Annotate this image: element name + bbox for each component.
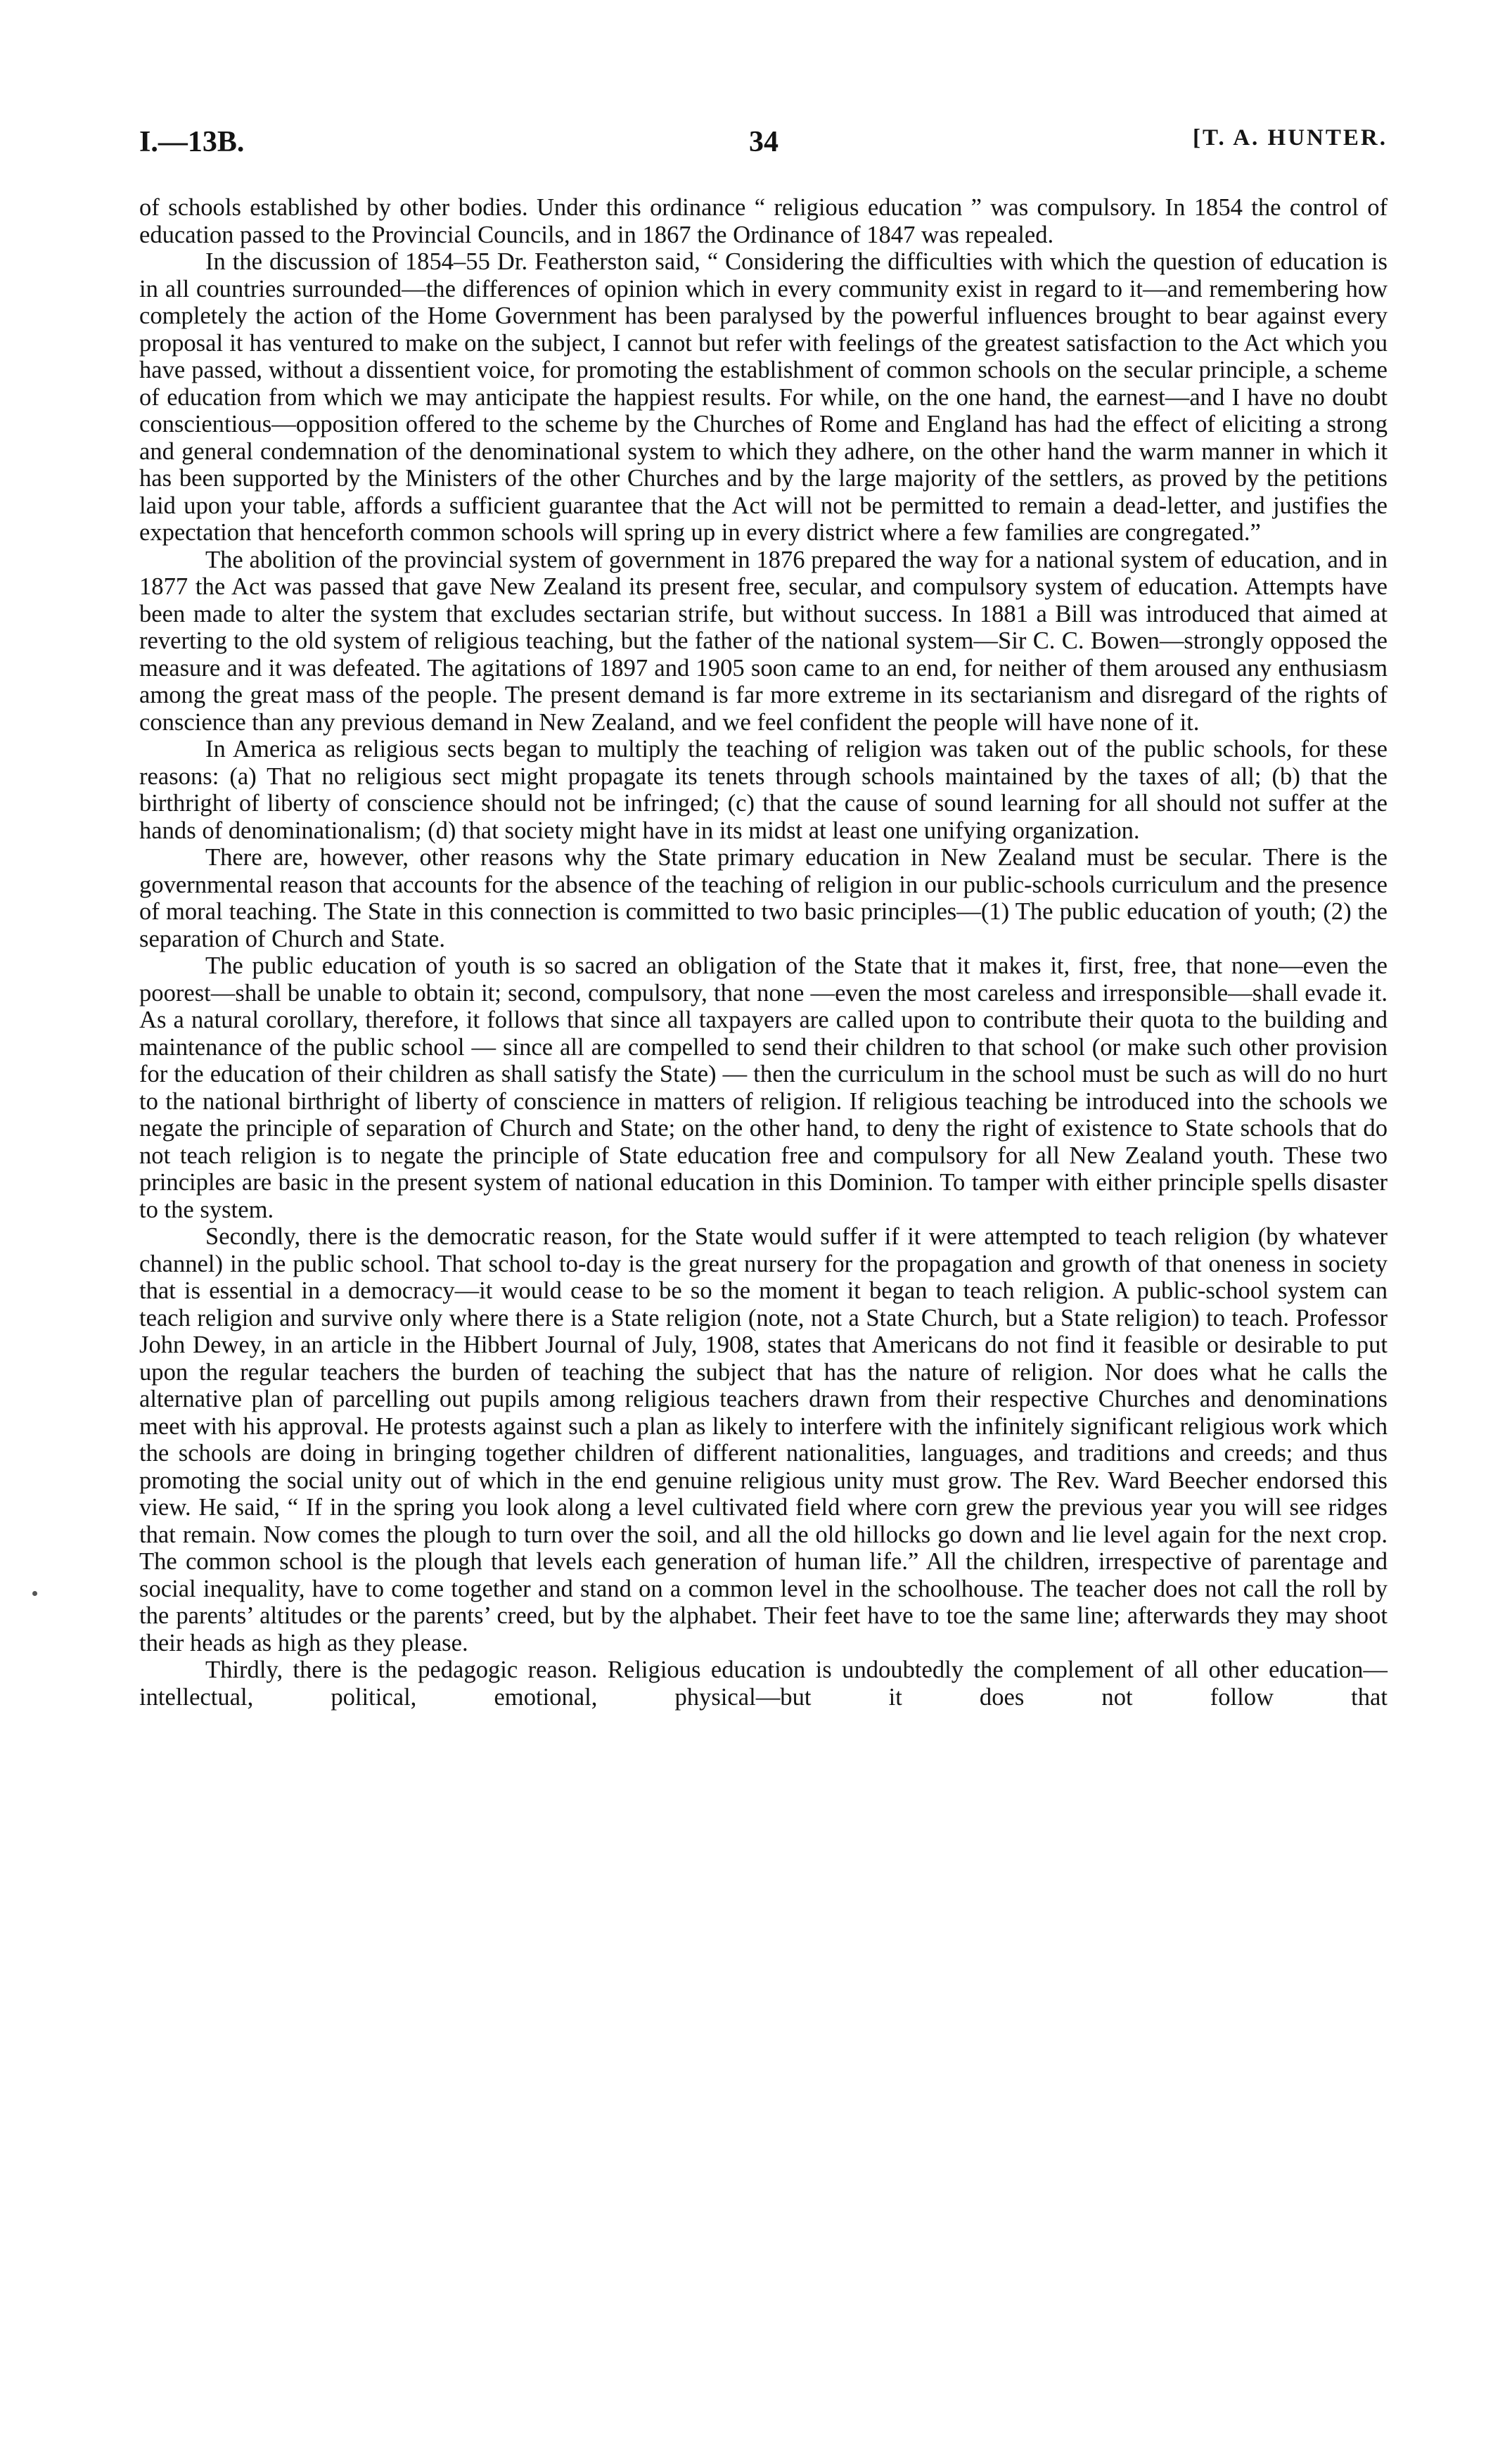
paragraph: of schools established by other bodies. Under this ordinance “ religious education ” was compulsory. In 1854 the control of education passed to the Provincial Councils, and in 1867 the Ordinance of 1847 was repealed. — [139, 194, 1388, 248]
margin-mark — [32, 1591, 37, 1596]
paragraph: In America as religious sects began to multiply the teaching of religion was taken out of the public schools, for these reasons: (a) That no religious sect might propagate its tenets through schools maintained by the taxes of all; (b) that the birthright of liberty of conscience should not be infringed; (c) that the cause of sound learning for all should not suffer at the hands of denominationalism; (d) that society might have in its midst at least one unifying organization. — [139, 736, 1388, 844]
paragraph: The public education of youth is so sacred an obligation of the State that it makes it, first, free, that none—even the poorest—shall be unable to obtain it; second, compulsory, that none —even the most careless and irresponsible—shall evade it. As a natural corollary, therefore, it follows that since all taxpayers are called upon to contribute their quota to the building and maintenance of the public school — since all are compelled to send their children to that school (or make such other provision for the education of their children as shall satisfy the State) — then the curriculum in the school must be such as will do no hurt to the national birthright of liberty of conscience in matters of religion. If religious teaching be introduced into the schools we negate the principle of separation of Church and State; on the other hand, to deny the right of existence to State schools that do not teach religion is to negate the principle of State education free and compulsory for all New Zealand youth. These two principles are basic in the present system of national education in this Dominion. To tamper with either principle spells disaster to the system. — [139, 952, 1388, 1223]
paragraph: In the discussion of 1854–55 Dr. Featherston said, “ Considering the difficulties with which the question of education is in all countries surrounded—the differences of opinion which in every community exist in regard to it—and remembering how completely the action of the Home Government has been paralysed by the powerful influences brought to bear against every proposal it has ventured to make on the subject, I cannot but refer with feelings of the greatest satisfaction to the Act which you have passed, without a dissentient voice, for promoting the establishment of common schools on the secular principle, a scheme of education from which we may anticipate the happiest results. For while, on the one hand, the earnest—and I have no doubt conscientious—opposition offered to the scheme by the Churches of Rome and England has had the effect of eliciting a strong and general condemnation of the denominational system to which they adhere, on the other hand the warm manner in which it has been supported by the Ministers of the other Churches and by the large majority of the settlers, as proved by the petitions laid upon your table, affords a sufficient guarantee that the Act will not be permitted to remain a dead-letter, and justifies the expectation that henceforth common schools will spring up in every district where a few families are congregated.” — [139, 248, 1388, 546]
document-reference: I.—13B. — [139, 126, 245, 158]
body-text — [139, 194, 1388, 1711]
paragraph: Thirdly, there is the pedagogic reason. Religious education is undoubtedly the complement of all other education—intellectual, political, emotional, physical—but it does not follow that — [139, 1656, 1388, 1711]
paragraph: Secondly, there is the democratic reason, for the State would suffer if it were attempted to teach religion (by whatever channel) in the public school. That school to-day is the great nursery for the propagation and growth of that oneness in society that is essential in a democracy—it would cease to be so the moment it began to teach religion. A public-school system can teach religion and survive only where there is a State religion (note, not a State Church, but a State religion) to teach. Professor John Dewey, in an article in the Hibbert Journal of July, 1908, states that Americans do not find it feasible or desirable to put upon the regular teachers the burden of teaching the subject that has the nature of religion. Nor does what he calls the alternative plan of parcelling out pupils among religious teachers drawn from their respective Churches and denominations meet with his approval. He protests against such a plan as likely to interfere with the infinitely significant religious work which the schools are doing in bringing together children of different nationalities, languages, and traditions and creeds; and thus promoting the social unity out of which in the end genuine religious unity must grow. The Rev. Ward Beecher endorsed this view. He said, “ If in the spring you look along a level cultivated field where corn grew the previous year you will see ridges that remain. Now comes the plough to turn over the soil, and all the old hillocks go down and lie level again for the next crop. The common school is the plough that levels each generation of human life.” All the children, irrespective of parentage and social inequality, have to come together and stand on a common level in the schoolhouse. The teacher does not call the roll by the parents’ altitudes or the parents’ creed, but by the alphabet. Their feet have to toe the same line; afterwards they may shoot their heads as high as they please. — [139, 1223, 1388, 1656]
page-number: 34 — [749, 126, 779, 158]
paragraph: There are, however, other reasons why the State primary education in New Zealand must be secular. There is the governmental reason that accounts for the absence of the teaching of religion in our public-schools curriculum and the presence of moral teaching. The State in this connection is committed to two basic principles—(1) The public education of youth; (2) the separation of Church and State. — [139, 844, 1388, 952]
page-header — [139, 125, 1388, 167]
paragraph: The abolition of the provincial system of government in 1876 prepared the way for a national system of education, and in 1877 the Act was passed that gave New Zealand its present free, secular, and compulsory system of education. Attempts have been made to alter the system that excludes sectarian strife, but without success. In 1881 a Bill was introduced that aimed at reverting to the old system of religious teaching, but the father of the national system—Sir C. C. Bowen—strongly opposed the measure and it was defeated. The agitations of 1897 and 1905 soon came to an end, for neither of them aroused any enthusiasm among the great mass of the people. The present demand is far more extreme in its sectarianism and disregard of the rights of conscience than any previous demand in New Zealand, and we feel confident the people will have none of it. — [139, 546, 1388, 736]
author-name: [T. A. HUNTER. — [1193, 125, 1388, 151]
